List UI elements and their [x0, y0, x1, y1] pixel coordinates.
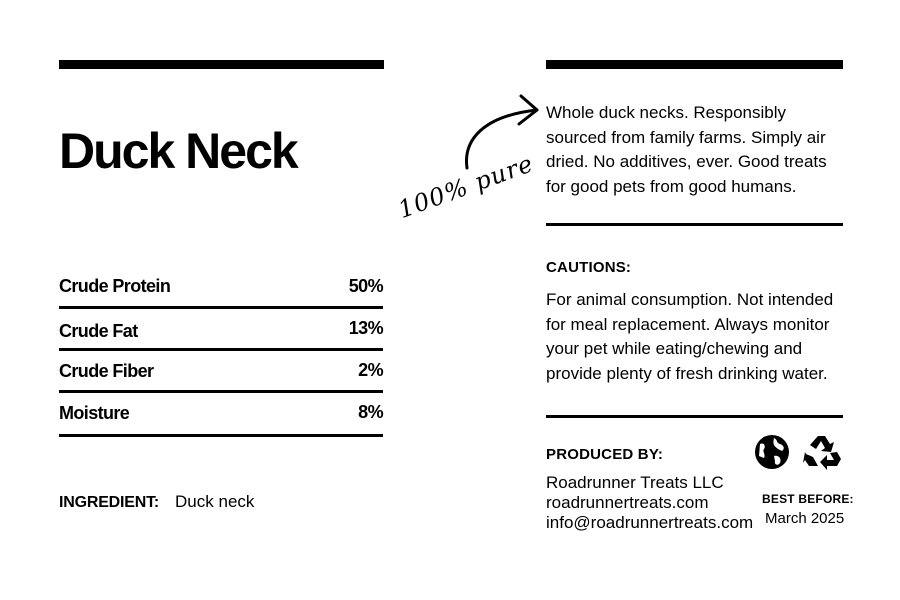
ingredient: [59, 492, 254, 512]
nutrition-value: 50%: [348, 276, 383, 296]
product-title: Duck Neck: [59, 123, 297, 179]
handwritten-tagline: 100% pure: [394, 149, 538, 224]
top-rule-right: [546, 60, 843, 69]
best-before-label: BEST BEFORE:: [762, 492, 854, 506]
cautions-heading: CAUTIONS:: [546, 259, 632, 276]
top-rule-left: [59, 60, 384, 69]
producer-info: [546, 473, 753, 533]
nutrition-row-fiber: [59, 351, 383, 393]
ingredient-label: INGREDIENT:: [59, 494, 160, 511]
ingredient-value: Duck neck: [175, 492, 255, 511]
producer-company: Roadrunner Treats LLC: [546, 473, 724, 492]
nutrition-name: Crude Fat: [59, 321, 138, 341]
nutrition-name: Crude Fiber: [59, 361, 154, 381]
nutrition-row-moisture: [59, 393, 383, 437]
nutrition-value: 2%: [358, 360, 383, 380]
nutrition-name: Crude Protein: [59, 276, 171, 296]
nutrition-value: 13%: [348, 318, 383, 338]
nutrition-row-protein: [59, 267, 383, 309]
product-description: Whole duck necks. Responsibly sourced from family farms. Simply air dried. No additives, ever. Good treats for good pets from good humans.: [546, 103, 827, 196]
producer-website: roadrunnertreats.com: [546, 493, 709, 512]
divider: [546, 415, 843, 418]
nutrition-name: Moisture: [59, 403, 130, 423]
producer-heading: PRODUCED BY:: [546, 446, 664, 463]
globe-icon: [754, 434, 790, 470]
divider: [546, 223, 843, 226]
nutrition-value: 8%: [358, 402, 383, 422]
cautions-text: For animal consumption. Not intended for meal replacement. Always monitor your pet while eating/chewing and provide plenty of fresh drinking water.: [546, 290, 834, 383]
producer-email: info@roadrunnertreats.com: [546, 513, 754, 532]
best-before-date: March 2025: [765, 510, 845, 527]
curved-arrow-icon: [455, 88, 545, 178]
nutrition-row-fat: [59, 309, 383, 351]
recycle-icon: [803, 432, 843, 470]
